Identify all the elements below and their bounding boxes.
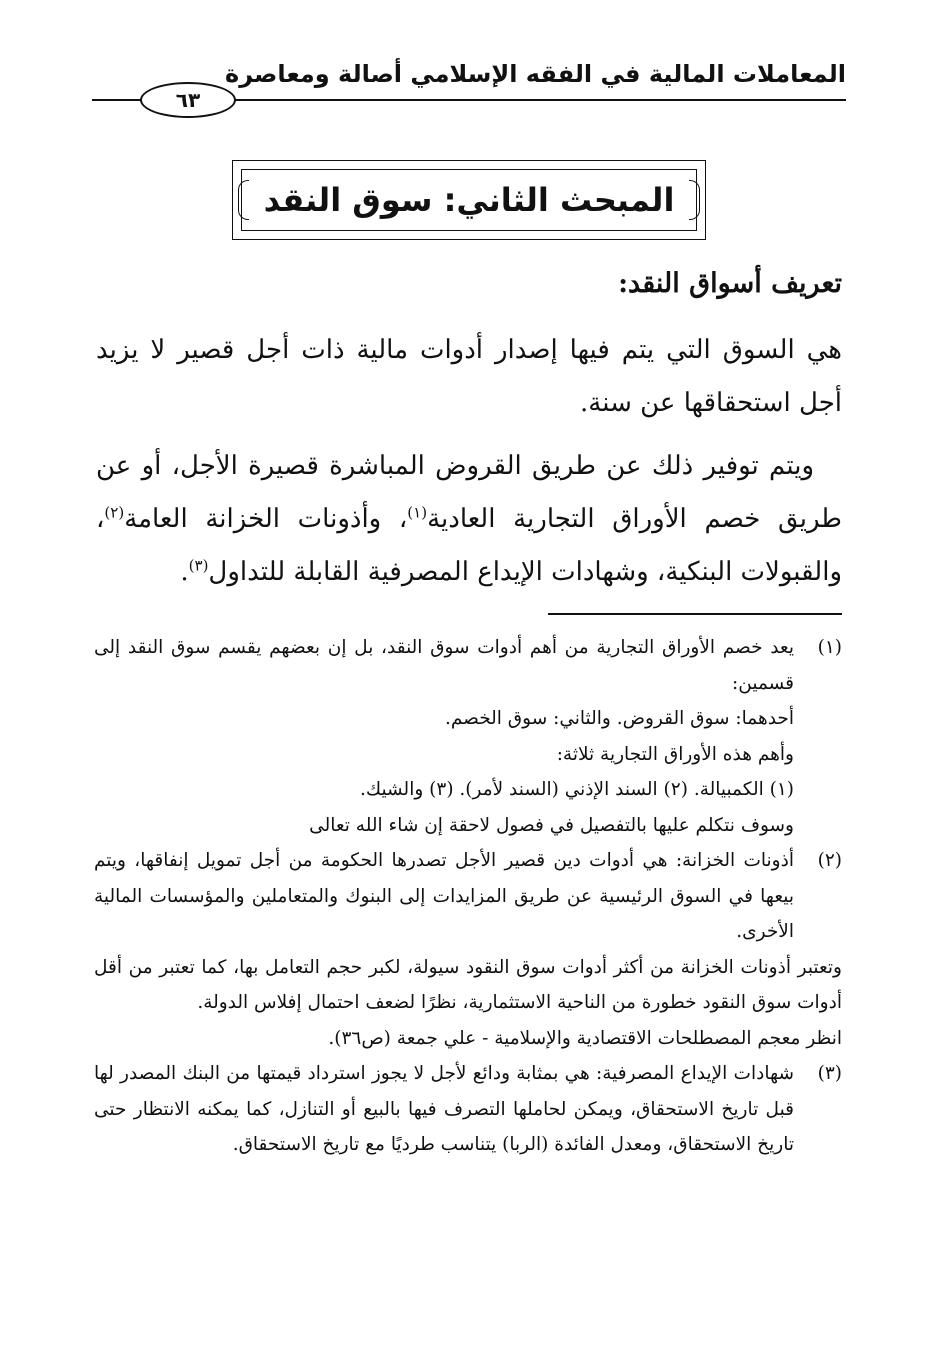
section-title-inner-frame bbox=[241, 169, 697, 231]
footnote-line: شهادات الإيداع المصرفية: هي بمثابة ودائع لأجل لا يجوز استرداد قيمتها من البنك المصدر لها قبل تاريخ الاستحقاق، ويمكن لحاملها التصرف فيها بالبيع أو التنازل، كما يمكنه الانتظار حتى تاريخ الاستحقاق، ومعدل الفائدة (الربا) يتناسب طرديًا مع تاريخ الاستحقاق. bbox=[94, 1063, 794, 1155]
footnote-2 bbox=[94, 843, 842, 950]
footnote-separator bbox=[548, 613, 842, 615]
footnote-ref-2: (٢) bbox=[104, 503, 125, 522]
footnote-line: وتعتبر أذونات الخزانة من أكثر أدوات سوق النقود سيولة، لكبر حجم التعامل بها، كما تعتبر من أقل أدوات سوق النقود خطورة من الناحية الاستثمارية، نظرًا لضعف احتمال إفلاس الدولة. bbox=[94, 956, 842, 1013]
footnote-ref-3: (٣) bbox=[188, 556, 209, 575]
footnote-line: وسوف نتكلم عليها بالتفصيل في فصول لاحقة إن شاء الله تعالى bbox=[309, 814, 794, 836]
footnotes bbox=[94, 630, 842, 1163]
footnote-line: (١) الكمبيالة. (٢) السند الإذني (السند لأمر). (٣) والشيك. bbox=[360, 779, 794, 800]
footnote-line: يعد خصم الأوراق التجارية من أهم أدوات سوق النقد، بل إن بعضهم يقسم سوق النقد إلى قسمين: bbox=[94, 637, 794, 694]
para2-text-b: ، وأذونات الخزانة العامة bbox=[124, 504, 408, 534]
footnote-line: وأهم هذه الأوراق التجارية ثلاثة: bbox=[556, 743, 794, 765]
para2-text-d: . bbox=[180, 557, 189, 587]
page-number-oval: ٦٣ bbox=[140, 82, 236, 118]
section-title-frame bbox=[232, 160, 706, 240]
footnote-3 bbox=[94, 1056, 842, 1163]
footnote-number: (٢) bbox=[817, 850, 842, 871]
footnote-source: انظر معجم المصطلحات الاقتصادية والإسلامية - علي جمعة (ص٣٦). bbox=[328, 1027, 842, 1049]
section-title: المبحث الثاني: سوق النقد bbox=[263, 181, 675, 219]
footnote-1 bbox=[94, 630, 842, 843]
para2-text-a: ويتم توفير ذلك عن طريق القروض المباشرة قصيرة الأجل، أو عن طريق خصم الأوراق التجارية العادية bbox=[96, 451, 842, 534]
running-title: المعاملات المالية في الفقه الإسلامي أصالة ومعاصرة bbox=[225, 60, 846, 88]
footnote-number: (١) bbox=[817, 637, 842, 658]
footnote-line: أحدهما: سوق القروض. والثاني: سوق الخصم. bbox=[444, 708, 794, 729]
footnote-ref-1: (١) bbox=[407, 503, 428, 522]
body-paragraph-1: هي السوق التي يتم فيها إصدار أدوات مالية ذات أجل قصير لا يزيد أجل استحقاقها عن سنة. bbox=[96, 335, 842, 418]
definition-heading: تعريف أسواق النقد: bbox=[618, 268, 842, 299]
footnote-line: أذونات الخزانة: هي أدوات دين قصير الأجل تصدرها الحكومة من أجل تمويل إنفاقها، ويتم بيعها في السوق الرئيسية عن طريق المزايدات إلى البنوك والمتعاملين والمؤسسات المالية الأخرى. bbox=[94, 850, 794, 942]
footnote-number: (٣) bbox=[817, 1063, 842, 1084]
body-paragraph-2 bbox=[96, 440, 842, 599]
footnote-2-continuation bbox=[94, 950, 842, 1057]
para2-text-c: ، والقبولات البنكية، وشهادات الإيداع المصرفية القابلة للتداول bbox=[96, 504, 842, 587]
